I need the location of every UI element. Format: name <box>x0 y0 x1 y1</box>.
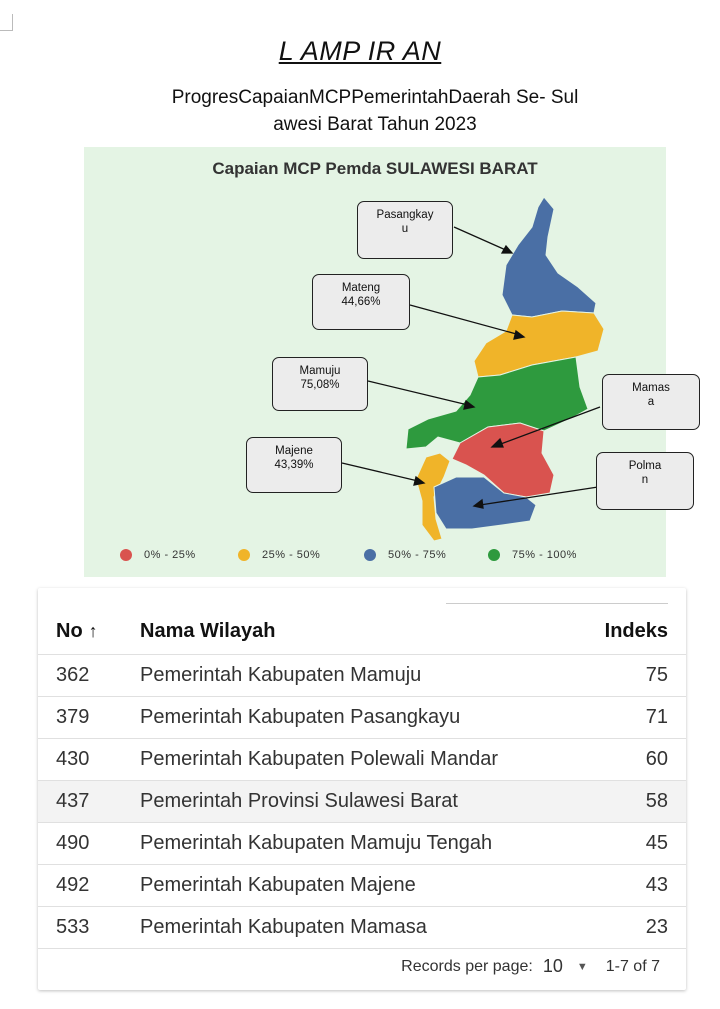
document-title: L AMP IR AN <box>278 36 442 66</box>
connector-mateng <box>410 305 520 335</box>
cell-index: 75 <box>645 664 668 686</box>
callout-mateng-name: Mateng <box>341 282 381 294</box>
cell-index: 71 <box>645 706 668 728</box>
region-pasangkayu <box>502 197 596 317</box>
legend-label: 0% - 25% <box>144 549 196 561</box>
cell-name: Pemerintah Kabupaten Mamuju <box>140 664 422 686</box>
column-header-name[interactable]: Nama Wilayah <box>140 620 276 642</box>
legend-dot-blue <box>364 549 376 561</box>
map-title: Capaian MCP Pemda SULAWESI BARAT <box>212 159 538 178</box>
callout-polman <box>596 452 694 510</box>
callout-majene-value: 43,39% <box>274 459 314 471</box>
cell-name: Pemerintah Provinsi Sulawesi Barat <box>140 790 458 812</box>
callout-mamuju <box>272 357 368 411</box>
table-row <box>38 864 686 906</box>
callout-mamasa-line-1: Mamas <box>632 382 670 394</box>
dropdown-caret-icon[interactable]: ▼ <box>576 960 588 973</box>
column-header-no[interactable] <box>56 620 98 643</box>
callout-mamasa <box>602 374 700 430</box>
callout-mamuju-value: 75,08% <box>300 379 340 391</box>
cell-no: 430 <box>56 748 90 770</box>
callout-mateng <box>312 274 410 330</box>
cell-name: Pemerintah Kabupaten Majene <box>140 874 416 896</box>
cell-name: Pemerintah Kabupaten Polewali Mandar <box>140 748 498 770</box>
table-body <box>38 654 686 949</box>
callout-mamasa-line-2: a <box>647 396 655 408</box>
cell-no: 362 <box>56 664 90 686</box>
cell-no: 533 <box>56 916 90 938</box>
connector-pasangkayu <box>454 227 508 251</box>
cell-index: 60 <box>645 748 668 770</box>
table-row <box>38 654 686 696</box>
callout-pasangkayu-line-1: Pasangkay <box>376 209 434 221</box>
callout-pasangkayu-line-2: u <box>401 223 409 235</box>
legend-dot-red <box>120 549 132 561</box>
records-per-page-label: Records per page: <box>401 957 533 975</box>
cell-name: Pemerintah Kabupaten Mamuju Tengah <box>140 832 493 854</box>
legend-dot-yellow <box>238 549 250 561</box>
connector-majene <box>342 463 418 481</box>
page-corner-mark <box>0 14 13 31</box>
cell-name: Pemerintah Kabupaten Pasangkayu <box>140 706 461 728</box>
cell-no: 492 <box>56 874 90 896</box>
table-row <box>38 780 686 822</box>
legend-label: 75% - 100% <box>512 549 577 561</box>
cell-no: 379 <box>56 706 90 728</box>
table-row <box>38 696 686 738</box>
table-row <box>38 822 686 864</box>
data-table <box>38 588 686 990</box>
legend-label: 25% - 50% <box>262 549 321 561</box>
legend-item-75-100 <box>488 549 577 561</box>
arrow-up-icon[interactable]: ↑ <box>88 621 98 641</box>
arrowhead-pasangkayu <box>502 246 512 253</box>
column-header-no-label: No <box>56 620 83 642</box>
callout-polman-line-1: Polma <box>628 460 662 472</box>
cell-no: 437 <box>56 790 90 812</box>
table-pagination <box>401 956 660 977</box>
cell-index: 23 <box>645 916 668 938</box>
callout-majene-name: Majene <box>275 445 313 457</box>
cell-index: 45 <box>645 832 668 854</box>
column-header-index[interactable]: Indeks <box>604 620 668 642</box>
callout-majene <box>246 437 342 493</box>
legend-item-0-25 <box>120 549 196 561</box>
legend-item-50-75 <box>364 549 446 561</box>
callout-mamuju-name: Mamuju <box>299 365 341 377</box>
map-panel <box>84 147 670 577</box>
legend-item-25-50 <box>238 549 320 561</box>
callout-polman-line-2: n <box>641 474 649 486</box>
table-row <box>38 906 686 949</box>
cell-name: Pemerintah Kabupaten Mamasa <box>140 916 427 938</box>
records-per-page-select[interactable]: 10 <box>542 956 563 976</box>
table-top-divider <box>446 603 668 604</box>
callout-mateng-value: 44,66% <box>341 296 381 308</box>
cell-no: 490 <box>56 832 90 854</box>
pagination-range: 1-7 of 7 <box>605 957 660 975</box>
table-header <box>38 616 686 654</box>
callout-pasangkayu <box>357 201 453 259</box>
legend-label: 50% - 75% <box>388 549 447 561</box>
table-row <box>38 738 686 780</box>
connector-mamuju <box>368 381 468 405</box>
map-legend <box>120 549 660 565</box>
legend-dot-green <box>488 549 500 561</box>
cell-index: 58 <box>645 790 668 812</box>
cell-index: 43 <box>645 874 668 896</box>
document-subtitle: ProgresCapaianMCPPemerintahDaerah Se- Sulawesi Barat Tahun 2023 <box>171 87 579 135</box>
